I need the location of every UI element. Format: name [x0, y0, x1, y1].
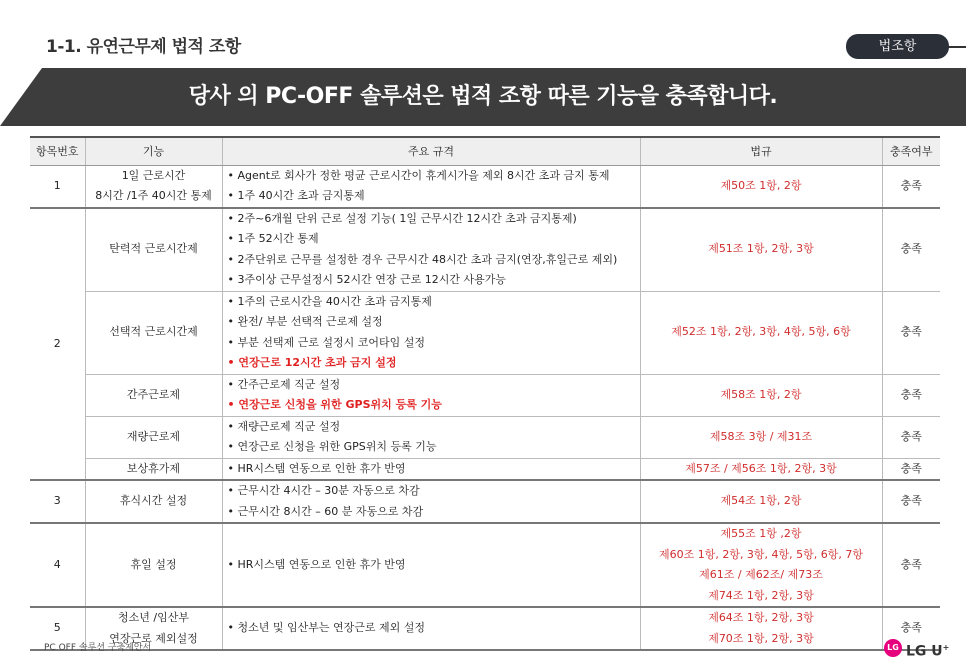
col-header-law: 법규: [640, 137, 882, 165]
law-article: 제57조 / 제56조 1항, 2항, 3항: [685, 461, 837, 475]
regulation-table: [30, 136, 940, 651]
page-title: 1-1. 유연근무제 법적 조항: [46, 37, 241, 57]
item-number: 5: [30, 607, 85, 650]
spec-item: • 1주 52시간 통제: [227, 232, 319, 245]
spec-item: • 연장근로 신청을 위한 GPS위치 등록 기능: [227, 398, 442, 411]
function-name: 청소년 /임산부: [118, 611, 189, 624]
law-cell: [640, 374, 882, 416]
law-article: 제52조 1항, 2항, 3항, 4항, 5항, 6항: [671, 325, 851, 339]
spec-item: • 3주이상 근무설정시 52시간 연장 근로 12시간 사용가능: [227, 273, 506, 286]
spec-cell: [222, 165, 640, 208]
spec-cell: [222, 291, 640, 374]
spec-item: • 2주~6개월 단위 근로 설정 기능( 1일 근무시간 12시간 초과 금지통제): [227, 211, 577, 225]
spec-item: • 1주 40시간 초과 금지통제: [227, 189, 365, 202]
lg-logo-icon: LG: [884, 639, 902, 657]
law-article: 제61조 / 제62조/ 제73조: [699, 568, 823, 581]
function-cell: [85, 416, 222, 458]
law-article: 제50조 1항, 2항: [720, 178, 802, 192]
function-cell: [85, 165, 222, 208]
spec-item: • HR시스템 연동으로 인한 휴가 반영: [227, 461, 406, 475]
spec-item: • 근무시간 4시간 – 30분 자동으로 차감: [227, 484, 420, 497]
table-row: [30, 480, 940, 523]
col-header-function: 기능: [85, 137, 222, 165]
law-article: 제58조 3항 / 제31조: [709, 429, 813, 443]
spec-item: • 완전/ 부분 선택적 근로제 설정: [227, 315, 383, 328]
table-row: [30, 458, 940, 480]
spec-item: • 청소년 및 임산부는 연장근로 제외 설정: [227, 621, 425, 635]
spec-item: • 연장근로 신청을 위한 GPS위치 등록 기능: [227, 440, 437, 453]
col-header-compliance: 충족여부: [882, 137, 940, 165]
law-cell: [640, 480, 882, 523]
spec-cell: [222, 416, 640, 458]
item-number: 3: [30, 480, 85, 523]
law-article: 제54조 1항, 2항: [720, 494, 802, 508]
compliance-status: 충족: [882, 607, 940, 650]
col-header-no: 항목번호: [30, 137, 85, 165]
law-cell: [640, 291, 882, 374]
law-article: 제64조 1항, 2항, 3항: [708, 611, 814, 624]
function-name: 선택적 근로시간제: [109, 325, 198, 339]
spec-item: • 1주의 근로시간을 40시간 초과 금지통제: [227, 294, 432, 308]
col-header-spec: 주요 규격: [222, 137, 640, 165]
law-cell: [640, 607, 882, 650]
law-cell: [640, 523, 882, 607]
compliance-status: 충족: [882, 416, 940, 458]
law-article: 제58조 1항, 2항: [720, 387, 802, 401]
table-body: [30, 165, 940, 650]
spec-item: • 간주근로제 직군 설정: [227, 377, 341, 391]
compliance-status: 충족: [882, 523, 940, 607]
law-article: 제70조 1항, 2항, 3항: [708, 631, 814, 645]
headline-text: 당사 의 PC-OFF 솔루션은 법적 조항 따른 기능을 충족합니다.: [188, 84, 778, 109]
table-row: [30, 165, 940, 208]
spec-item: • Agent로 회사가 정한 평균 근로시간이 휴게시가을 제외 8시간 초과 금지 통제: [227, 168, 610, 182]
spec-item: • HR시스템 연동으로 인한 휴가 반영: [227, 557, 406, 571]
spec-cell: [222, 607, 640, 650]
law-cell: [640, 165, 882, 208]
spec-item: • 부분 선택제 근로 설정시 코어타임 설정: [227, 335, 425, 349]
table-row: [30, 523, 940, 607]
compliance-status: 충족: [882, 165, 940, 208]
law-article: 제51조 1항, 2항, 3항: [708, 242, 814, 256]
item-number: 4: [30, 523, 85, 607]
table-row: [30, 291, 940, 374]
function-name: 1일 근로시간: [121, 168, 186, 182]
law-cell: [640, 416, 882, 458]
spec-cell: [222, 208, 640, 292]
function-cell: [85, 208, 222, 292]
compliance-status: 충족: [882, 480, 940, 523]
function-name: 보상휴가제: [126, 461, 181, 475]
law-article: 제74조 1항, 2항, 3항: [708, 588, 814, 602]
function-name: 탄력적 근로시간제: [109, 242, 198, 256]
function-name: 간주근로제: [126, 387, 181, 401]
table-row: [30, 374, 940, 416]
compliance-status: 충족: [882, 208, 940, 292]
law-cell: [640, 208, 882, 292]
compliance-status: 충족: [882, 374, 940, 416]
function-cell: [85, 374, 222, 416]
footer-text: PC OFF 솔루션 구축제안서: [44, 643, 152, 653]
spec-item: • 재량근로제 직군 설정: [227, 419, 341, 433]
law-article: 제55조 1항 ,2항: [720, 527, 802, 540]
function-name: 휴식시간 설정: [119, 494, 188, 508]
spec-cell: [222, 523, 640, 607]
spec-item: • 근무시간 8시간 – 60 분 자동으로 차감: [227, 504, 424, 518]
spec-item: • 연장근로 12시간 초과 금지 설정: [227, 356, 397, 369]
function-cell: [85, 480, 222, 523]
law-tag-badge: 법조항: [846, 34, 949, 59]
spec-cell: [222, 374, 640, 416]
function-cell: [85, 291, 222, 374]
compliance-status: 충족: [882, 458, 940, 480]
law-article: 제60조 1항, 2항, 3항, 4항, 5항, 6항, 7항: [658, 547, 864, 561]
function-name: 8시간 /1주 40시간 통제: [95, 189, 212, 202]
function-name: 휴일 설정: [130, 557, 177, 571]
spec-item: • 2주단위로 근무를 설정한 경우 근무시간 48시간 초과 금지(연장,휴일근로 제외): [227, 252, 618, 266]
compliance-status: 충족: [882, 291, 940, 374]
item-number: 1: [30, 165, 85, 208]
logo-wordmark: LG U+: [906, 643, 950, 660]
function-name: 연장근로 제외설정: [109, 631, 198, 645]
table-row: [30, 208, 940, 292]
function-cell: [85, 458, 222, 480]
law-cell: [640, 458, 882, 480]
function-name: 재량근로제: [126, 429, 181, 443]
table-row: [30, 607, 940, 650]
table-row: [30, 416, 940, 458]
spec-cell: [222, 458, 640, 480]
function-cell: [85, 523, 222, 607]
item-number: 2: [30, 208, 85, 481]
table-header-row: [30, 137, 940, 165]
spec-cell: [222, 480, 640, 523]
